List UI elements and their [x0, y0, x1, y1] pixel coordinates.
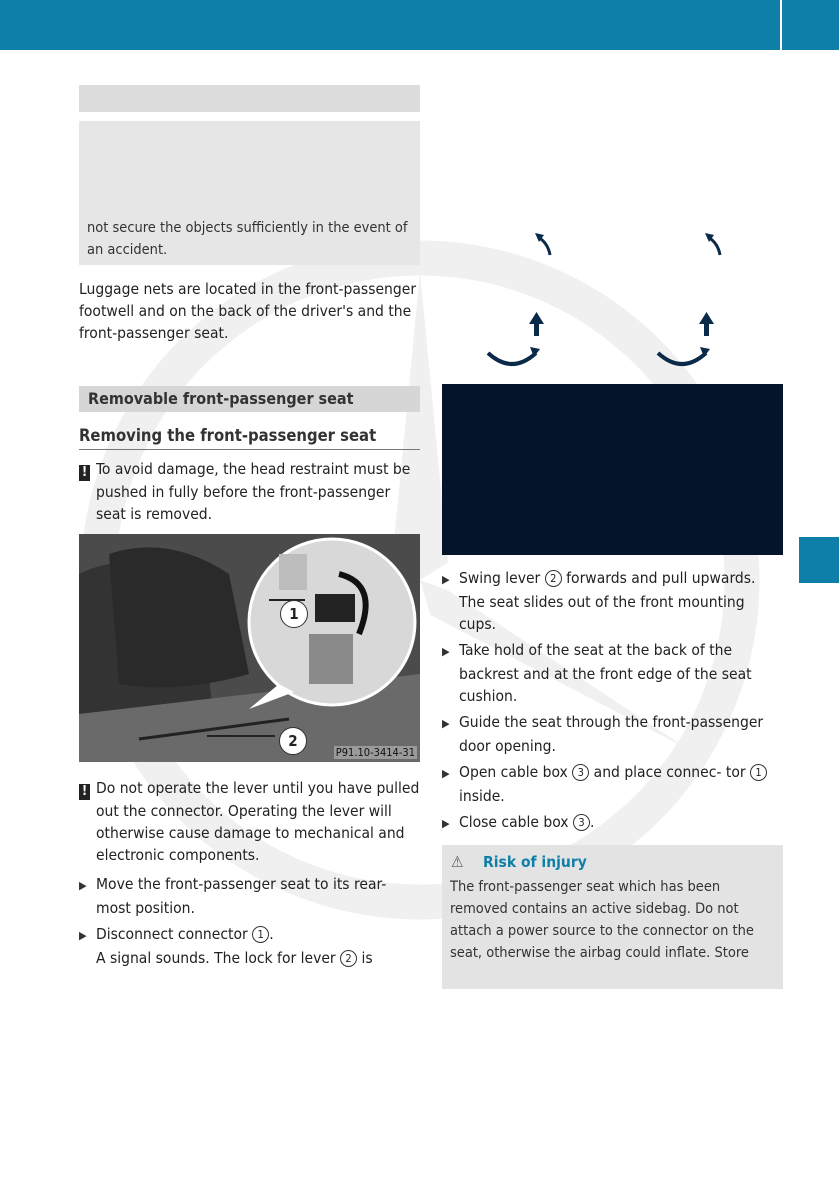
exclamation-icon: !	[79, 784, 90, 800]
step-move-seat	[79, 873, 420, 919]
step-text: Swing lever	[459, 569, 545, 587]
callout-1: 1	[280, 600, 308, 628]
step-open-cable-box	[442, 761, 784, 807]
step-text: is	[357, 949, 373, 967]
step-arrow-icon: ▶	[442, 717, 450, 730]
step-text: inside.	[459, 787, 505, 805]
note-box	[79, 121, 420, 265]
step-text: Disconnect connector	[96, 925, 253, 943]
subheading: Removing the front-passenger seat	[79, 424, 420, 450]
seat-photo	[79, 534, 420, 762]
callout-number: 3	[573, 814, 590, 831]
step-close-cable-box	[442, 811, 784, 835]
step-arrow-icon: ▶	[79, 879, 87, 892]
step-disconnect	[79, 923, 420, 969]
note-text: not secure the objects sufficiently in the event of an accident.	[87, 220, 408, 258]
warning-text: The front-passenger seat which has been removed contains an active sidebag. Do not attach a power source to the connector on the seat, otherwise the airbag could inflate. Store	[450, 879, 754, 961]
step-text: Move the front-passenger seat to its rear-most position.	[96, 875, 387, 917]
step-text: Close cable box	[459, 813, 573, 831]
step-arrow-icon: ▶	[79, 929, 87, 942]
step-result-text: A signal sounds. The lock for lever	[96, 949, 341, 967]
step-text: Guide the seat through the front-passenger door opening.	[459, 713, 764, 755]
notice1-text: To avoid damage, the head restraint must be pushed in fully before the front-passenger seat is removed.	[96, 460, 411, 523]
header-bar	[0, 0, 839, 50]
callout-number: 2	[340, 950, 357, 967]
callout-2: 2	[279, 727, 307, 755]
exclamation-icon: !	[79, 465, 90, 481]
notice2-text: Do not operate the lever until you have pulled out the connector. Operating the lever will otherwise cause damage to mechanical and electronic components.	[96, 779, 420, 864]
callout-number: 1	[750, 764, 767, 781]
step-text: forwards and pull upwards. The seat slides out of the front mounting cups.	[459, 569, 756, 633]
photo-code: P91.10-3414-31	[335, 746, 415, 759]
step-guide-seat	[442, 711, 784, 757]
header-separator	[780, 0, 782, 50]
step-text: Take hold of the seat at the back of the backrest and at the front edge of the seat cushion.	[459, 641, 752, 705]
callout-number: 3	[572, 764, 589, 781]
warning-title-row	[451, 851, 587, 873]
motion-arrows-illustration	[442, 225, 783, 380]
left-steps	[79, 873, 420, 973]
notice-lever-warning	[79, 777, 420, 866]
step-swing-lever	[442, 567, 784, 635]
step-take-hold	[442, 639, 784, 707]
section-tab-marker	[799, 537, 839, 583]
right-steps	[442, 567, 784, 839]
note-heading-bar	[79, 85, 420, 112]
step-arrow-icon: ▶	[442, 767, 450, 780]
callout-number: 1	[252, 926, 269, 943]
warning-box	[442, 845, 783, 989]
section-heading: Removable front-passenger seat	[79, 386, 420, 412]
seat-removal-illustration	[442, 384, 783, 555]
warning-title: Risk of injury	[483, 853, 587, 871]
seat-photo-illustration	[79, 534, 420, 762]
step-arrow-icon: ▶	[442, 573, 450, 586]
step-arrow-icon: ▶	[442, 645, 450, 658]
notice-damage-headrest	[79, 458, 420, 525]
callout-number: 2	[545, 570, 562, 587]
step-text: .	[269, 925, 274, 943]
luggage-nets-paragraph: Luggage nets are located in the front-passenger footwell and on the back of the driver's and the front-passenger seat.	[79, 280, 417, 342]
warning-triangle-icon: ⚠	[451, 853, 464, 871]
step-text: .	[589, 813, 595, 831]
step-arrow-icon: ▶	[442, 817, 450, 830]
step-text: and place connec- tor	[589, 763, 751, 781]
step-text: Open cable box	[459, 763, 573, 781]
